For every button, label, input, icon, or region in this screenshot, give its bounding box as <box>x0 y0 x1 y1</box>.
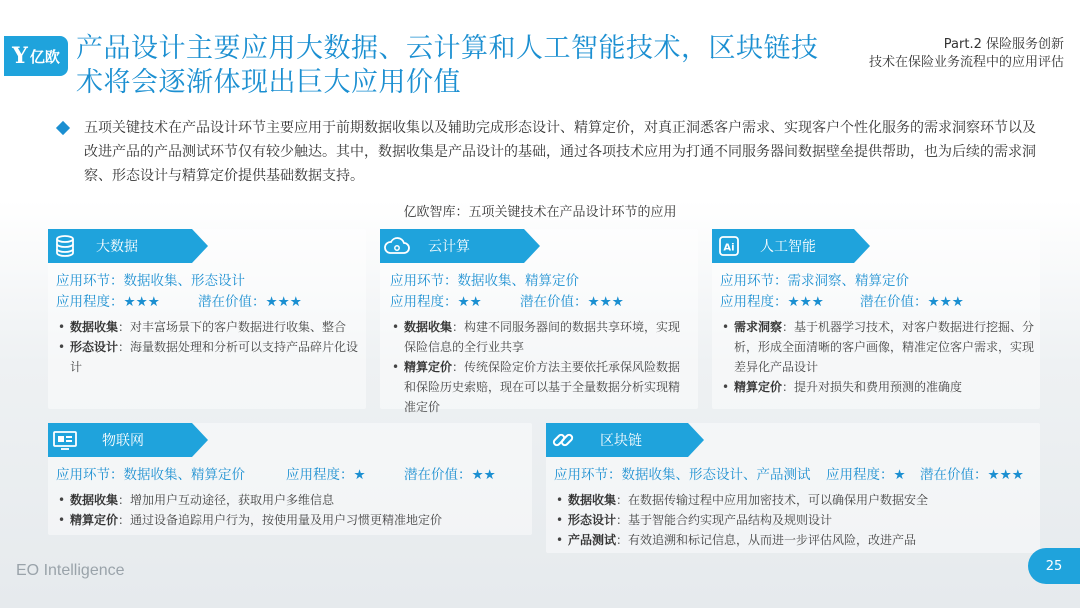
item-label: 精算定价 <box>70 513 119 527</box>
logo-text: 亿欧 <box>29 47 60 66</box>
card-bullets <box>56 317 362 377</box>
section-subtitle: 技术在保险业务流程中的应用评估 <box>868 55 1064 70</box>
card-potential: 潜在价值：★★★ <box>860 294 964 310</box>
card-title-bar <box>48 423 192 457</box>
intro-paragraph <box>60 116 1044 188</box>
card-title: 人工智能 <box>760 239 816 255</box>
item-text: ：传统保险定价方法主要依托承保风险数据和保险历史索赔，现在可以基于全量数据分析实现精准定价 <box>404 360 681 414</box>
card-header <box>546 423 688 457</box>
database-icon <box>48 229 82 263</box>
ai-chip-icon <box>712 229 746 263</box>
chain-link-icon <box>546 423 580 457</box>
card-degree: 应用程度：★★ <box>390 294 482 310</box>
page-title: 产品设计主要应用大数据、云计算和人工智能技术，区块链技术将会逐渐体现出巨大应用价值 <box>76 33 819 98</box>
item-text: ：有效追溯和标记信息，从而进一步评估风险，改进产品 <box>616 533 917 547</box>
item-text: ：基于机器学习技术，对客户数据进行挖掘、分析，形成全面清晰的客户画像，精准定位客户需求，实现差异化产品设计 <box>734 320 1035 374</box>
card-title: 云计算 <box>428 239 470 255</box>
list-item <box>554 490 1038 510</box>
section-label <box>869 36 1064 72</box>
logo-mark: Y <box>12 43 28 69</box>
card-stage: 应用环节：数据收集、精算定价 <box>390 273 579 289</box>
item-text: ：提升对损失和费用预测的准确度 <box>782 380 963 394</box>
cloud-icon <box>380 229 414 263</box>
card-ai <box>712 229 1040 409</box>
card-potential: 潜在价值：★★★ <box>520 294 624 310</box>
figure-caption: 亿欧智库：五项关键技术在产品设计环节的应用 <box>403 205 677 220</box>
card-degree: 应用程度：★★★ <box>720 294 824 310</box>
item-label: 需求洞察 <box>734 320 783 334</box>
card-title: 区块链 <box>600 433 642 449</box>
card-title: 大数据 <box>96 239 138 255</box>
item-text: ：在数据传输过程中应用加密技术，可以确保用户数据安全 <box>616 493 929 507</box>
card-stage: 应用环节：数据收集、精算定价 <box>56 467 245 483</box>
item-text: ：增加用户互动途径，获取用户多维信息 <box>118 493 335 507</box>
card-title-bar <box>546 423 688 457</box>
list-item <box>720 317 1036 377</box>
item-text: ：对丰富场景下的客户数据进行收集、整合 <box>118 320 347 334</box>
list-item <box>56 337 362 377</box>
card-stage: 应用环节：需求洞察、精算定价 <box>720 273 909 289</box>
card-iot <box>48 423 532 535</box>
card-degree: 应用程度：★ <box>286 467 366 483</box>
card-ratings <box>56 292 362 313</box>
item-label: 精算定价 <box>404 360 453 374</box>
item-label: 数据收集 <box>70 493 119 507</box>
intro-text: 五项关键技术在产品设计环节主要应用于前期数据收集以及辅助完成形态设计、精算定价，对真正洞悉客户需求、实现客户个性化服务的需求洞察环节以及改进产品的产品测试环节仅有较少触达。其中，数据收集是产品设计的基础，通过各项技术应用为打通不同服务器间数据壁垒提供帮助，也为后续的需求洞察、形态设计与精算定价提供基础数据支持。 <box>84 120 1036 184</box>
list-item <box>56 490 528 510</box>
card-header <box>712 229 854 263</box>
card-potential: 潜在价值：★★★ <box>920 467 1024 483</box>
card-stage: 应用环节：数据收集、形态设计 <box>56 273 245 289</box>
item-label: 形态设计 <box>70 340 119 354</box>
list-item <box>56 510 528 530</box>
list-item <box>390 357 690 417</box>
card-blockchain <box>546 423 1040 553</box>
card-degree: 应用程度：★ <box>826 467 906 483</box>
item-text: ：构建不同服务器间的数据共享环境，实现保险信息的全行业共享 <box>404 320 681 354</box>
item-label: 数据收集 <box>70 320 119 334</box>
card-potential: 潜在价值：★★ <box>404 467 496 483</box>
page-number: 25 <box>1028 548 1080 584</box>
card-degree: 应用程度：★★★ <box>56 294 160 310</box>
iot-device-icon <box>48 423 82 457</box>
item-text: ：海量数据处理和分析可以支持产品碎片化设计 <box>70 340 359 374</box>
card-bullets <box>56 490 528 530</box>
card-bullets <box>554 490 1038 550</box>
card-ratings <box>554 465 1038 486</box>
list-item <box>390 317 690 357</box>
card-header <box>380 229 524 263</box>
card-title-bar <box>48 229 192 263</box>
item-label: 精算定价 <box>734 380 783 394</box>
card-ratings <box>720 292 1036 313</box>
item-text: ：基于智能合约实现产品结构及规则设计 <box>616 513 833 527</box>
card-title-bar <box>712 229 854 263</box>
footer-brand: EO Intelligence <box>16 562 125 579</box>
card-header <box>48 229 192 263</box>
list-item <box>720 377 1036 397</box>
card-bullets <box>720 317 1036 397</box>
card-bullets <box>390 317 690 417</box>
card-stage: 应用环节：数据收集、形态设计、产品测试 <box>554 467 811 483</box>
item-label: 数据收集 <box>568 493 617 507</box>
card-bigdata <box>48 229 366 409</box>
item-label: 数据收集 <box>404 320 453 334</box>
list-item <box>56 317 362 337</box>
card-cloud <box>380 229 698 414</box>
svg-text:Ai: Ai <box>723 242 735 254</box>
card-header <box>48 423 192 457</box>
logo <box>4 36 68 76</box>
item-label: 产品测试 <box>568 533 617 547</box>
list-item <box>554 530 1038 550</box>
list-item <box>554 510 1038 530</box>
card-potential: 潜在价值：★★★ <box>198 294 302 310</box>
item-text: ：通过设备追踪用户行为，按使用量及用户习惯更精准地定价 <box>118 513 443 527</box>
card-title-bar <box>380 229 524 263</box>
card-ratings <box>56 465 528 486</box>
card-ratings <box>390 292 690 313</box>
section-part: Part.2 保险服务创新 <box>943 37 1064 52</box>
item-label: 形态设计 <box>568 513 617 527</box>
card-title: 物联网 <box>102 433 144 449</box>
